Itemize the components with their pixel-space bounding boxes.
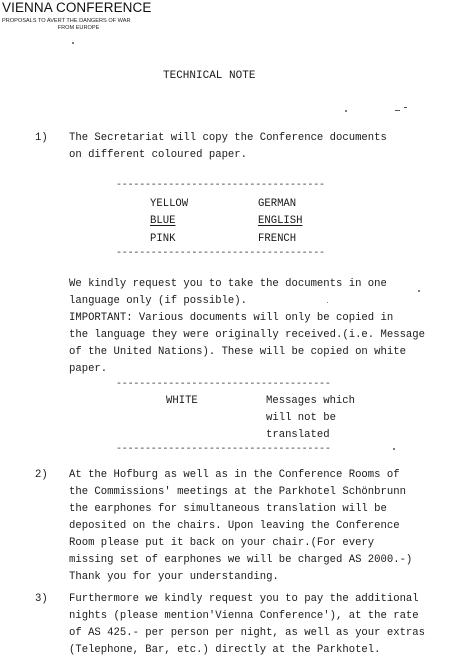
request-line-2: language only (if possible).: [69, 295, 248, 307]
request-line-1: We kindly request you to take the documents in one: [69, 278, 387, 290]
scan-speck: [345, 110, 347, 112]
white-table-bottom-rule: -------------------------------------: [116, 444, 331, 455]
item-1-number: 1): [35, 132, 48, 144]
scan-speck: [395, 110, 400, 111]
request-line-6: paper.: [69, 363, 108, 375]
white-note-line-1: Messages which: [266, 395, 356, 407]
subtitle-line-2: FROM EUROPE: [57, 24, 100, 31]
request-line-4: the language they were originally received.(i.e. Message: [69, 329, 426, 341]
item-2-line-4: deposited on the chairs. Upon leaving the Conference: [69, 520, 400, 532]
item-3-line-4: (Telephone, Bar, etc.) directly at the Parkhotel.: [69, 644, 381, 656]
request-line-3: IMPORTANT: Various documents will only be copied in: [69, 312, 394, 324]
item-2-line-6: missing set of earphones we will be charged AS 2000.-): [69, 554, 413, 566]
color-white: WHITE: [166, 395, 198, 407]
item-2-number: 2): [35, 469, 48, 481]
item-1-line-2: on different coloured paper.: [69, 149, 248, 161]
white-note-line-2: will not be: [266, 412, 336, 424]
item-2-line-3: the earphones for simultaneous translation will be: [69, 503, 387, 515]
request-line-5: of the United Nations). These will be copied on white: [69, 346, 406, 358]
scan-speck: [404, 107, 407, 108]
item-3-line-2: nights (please mention'Vienna Conference'), at the rate: [69, 610, 419, 622]
item-3-line-3: of AS 425.- per person per night, as well as your extras: [69, 627, 426, 639]
scan-speck: [72, 42, 74, 44]
item-3-line-1: Furthermore we kindly request you to pay the additional: [69, 593, 419, 605]
language-french: FRENCH: [258, 233, 297, 245]
item-3-number: 3): [35, 593, 48, 605]
scan-speck: [418, 290, 420, 292]
item-1-line-1: The Secretariat will copy the Conference documents: [69, 132, 387, 144]
language-english: ENGLISH: [258, 215, 303, 227]
color-blue: BLUE: [150, 215, 176, 227]
item-2-line-2: the Commissions' meetings at the Parkhotel Schönbrunn: [69, 486, 406, 498]
color-table-bottom-rule: ------------------------------------: [116, 248, 325, 259]
white-table-top-rule: -------------------------------------: [116, 379, 331, 390]
color-table-top-rule: ------------------------------------: [116, 180, 325, 191]
color-yellow: YELLOW: [150, 198, 189, 210]
language-german: GERMAN: [258, 198, 297, 210]
item-2-line-1: At the Hofburg as well as in the Conference Rooms of: [69, 469, 400, 481]
conference-title: VIENNA CONFERENCE: [2, 0, 152, 15]
subtitle-line-1: PROPOSALS TO AVERT THE DANGERS OF WAR: [2, 18, 131, 24]
conference-subtitle: [2, 18, 177, 31]
scan-speck: [393, 448, 395, 450]
white-note-line-3: translated: [266, 429, 330, 441]
item-2-line-7: Thank you for your understanding.: [69, 571, 279, 583]
color-pink: PINK: [150, 233, 176, 245]
document-heading: TECHNICAL NOTE: [163, 70, 256, 82]
item-2-line-5: Room please put it back on your chair.(For every: [69, 537, 375, 549]
scan-speck: [327, 302, 328, 303]
